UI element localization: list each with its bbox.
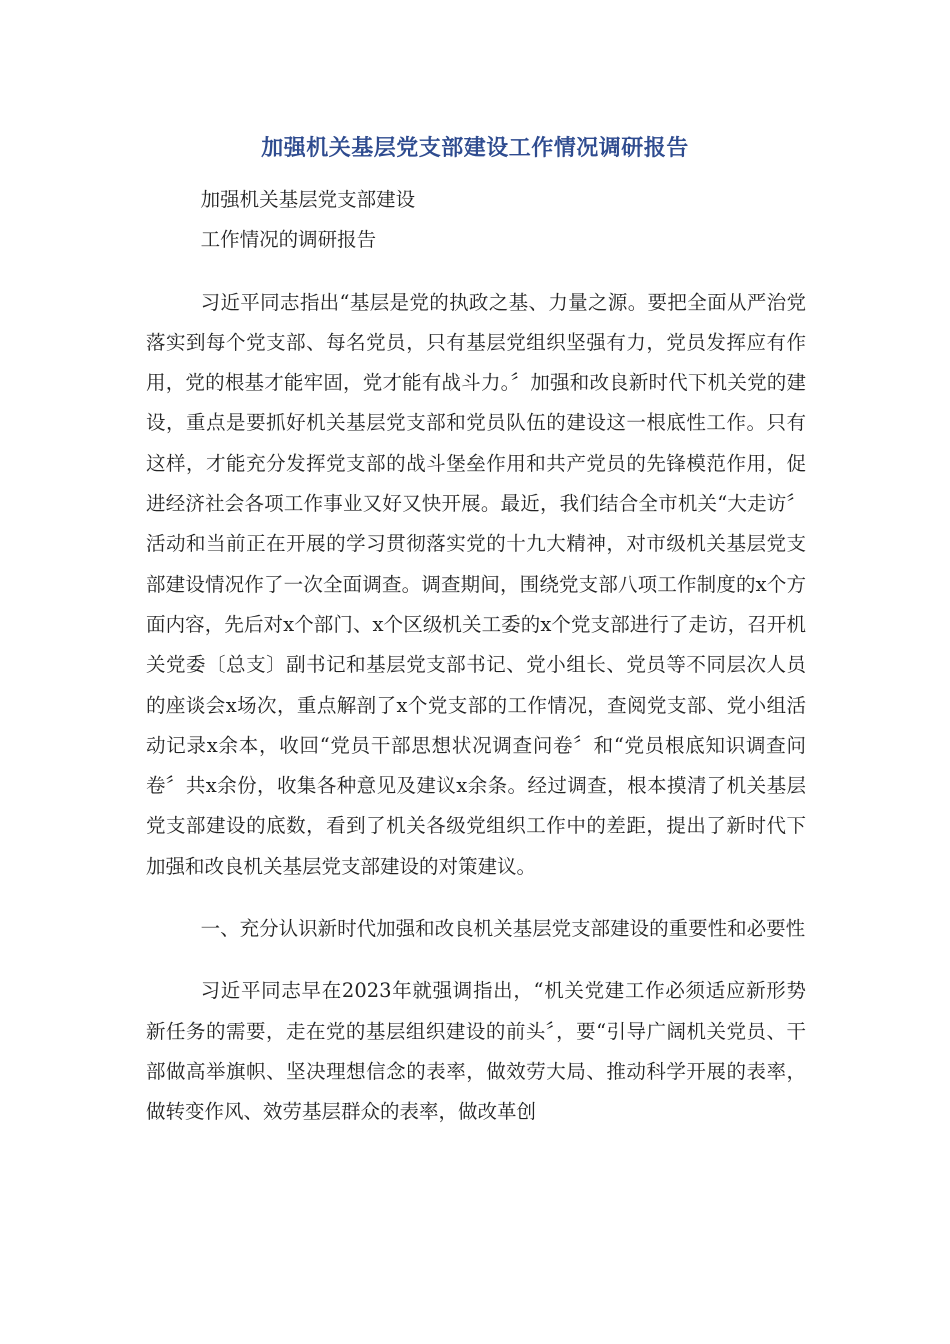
subtitle-line-1: 加强机关基层党支部建设 [200,188,416,211]
section-heading-1: 一、充分认识新时代加强和改良机关基层党支部建设的重要性和必要性 [200,917,806,941]
paragraph-section-1: 习近平同志早在2023年就强调指出，“机关党建工作必须适应新形势新任务的需要，走在党的基层组织建设的前头〞，要“引导广阔机关党员、干部做高举旗帜、坚决理想信念的表率，做效劳大局、推动科学开展的表率，做转变作风、效劳基层群众的表率，做改革创 [146,979,806,1124]
paragraph-intro: 习近平同志指出“基层是党的执政之基、力量之源。要把全面从严治党落实到每个党支部、每名党员，只有基层党组织坚强有力，党员发挥应有作用，党的根基才能牢固，党才能有战斗力。〞加强和改良新时代下机关党的建设，重点是要抓好机关基层党支部和党员队伍的建设这一根底性工作。只有这样，才能充分发挥党支部的战斗堡垒作用和共产党员的先锋模范作用，促进经济社会各项工作事业又好又快开展。最近，我们结合全市机关“大走访〞活动和当前正在开展的学习贯彻落实党的十九大精神，对市级机关基层党支部建设情况作了一次全面调查。调查期间，围绕党支部八项工作制度的x个方面内容，先后对x个部门、x个区级机关工委的x个党支部进行了走访，召开机关党委〔总支〕副书记和基层党支部书记、党小组长、党员等不同层次人员的座谈会x场次，重点解剖了x个党支部的工作情况，查阅党支部、党小组活动记录x余本，收回“党员干部思想状况调查问卷〞和“党员根底知识调查问卷〞共x余份，收集各种意见及建议x余条。经过调查，根本摸清了机关基层党支部建设的底数，看到了机关各级党组织工作中的差距，提出了新时代下加强和改良机关基层党支部建设的对策建议。 [146,290,806,878]
document-title: 加强机关基层党支部建设工作情况调研报告 [261,136,689,161]
subtitle-line-2: 工作情况的调研报告 [200,228,377,252]
document-body [146,180,806,1133]
